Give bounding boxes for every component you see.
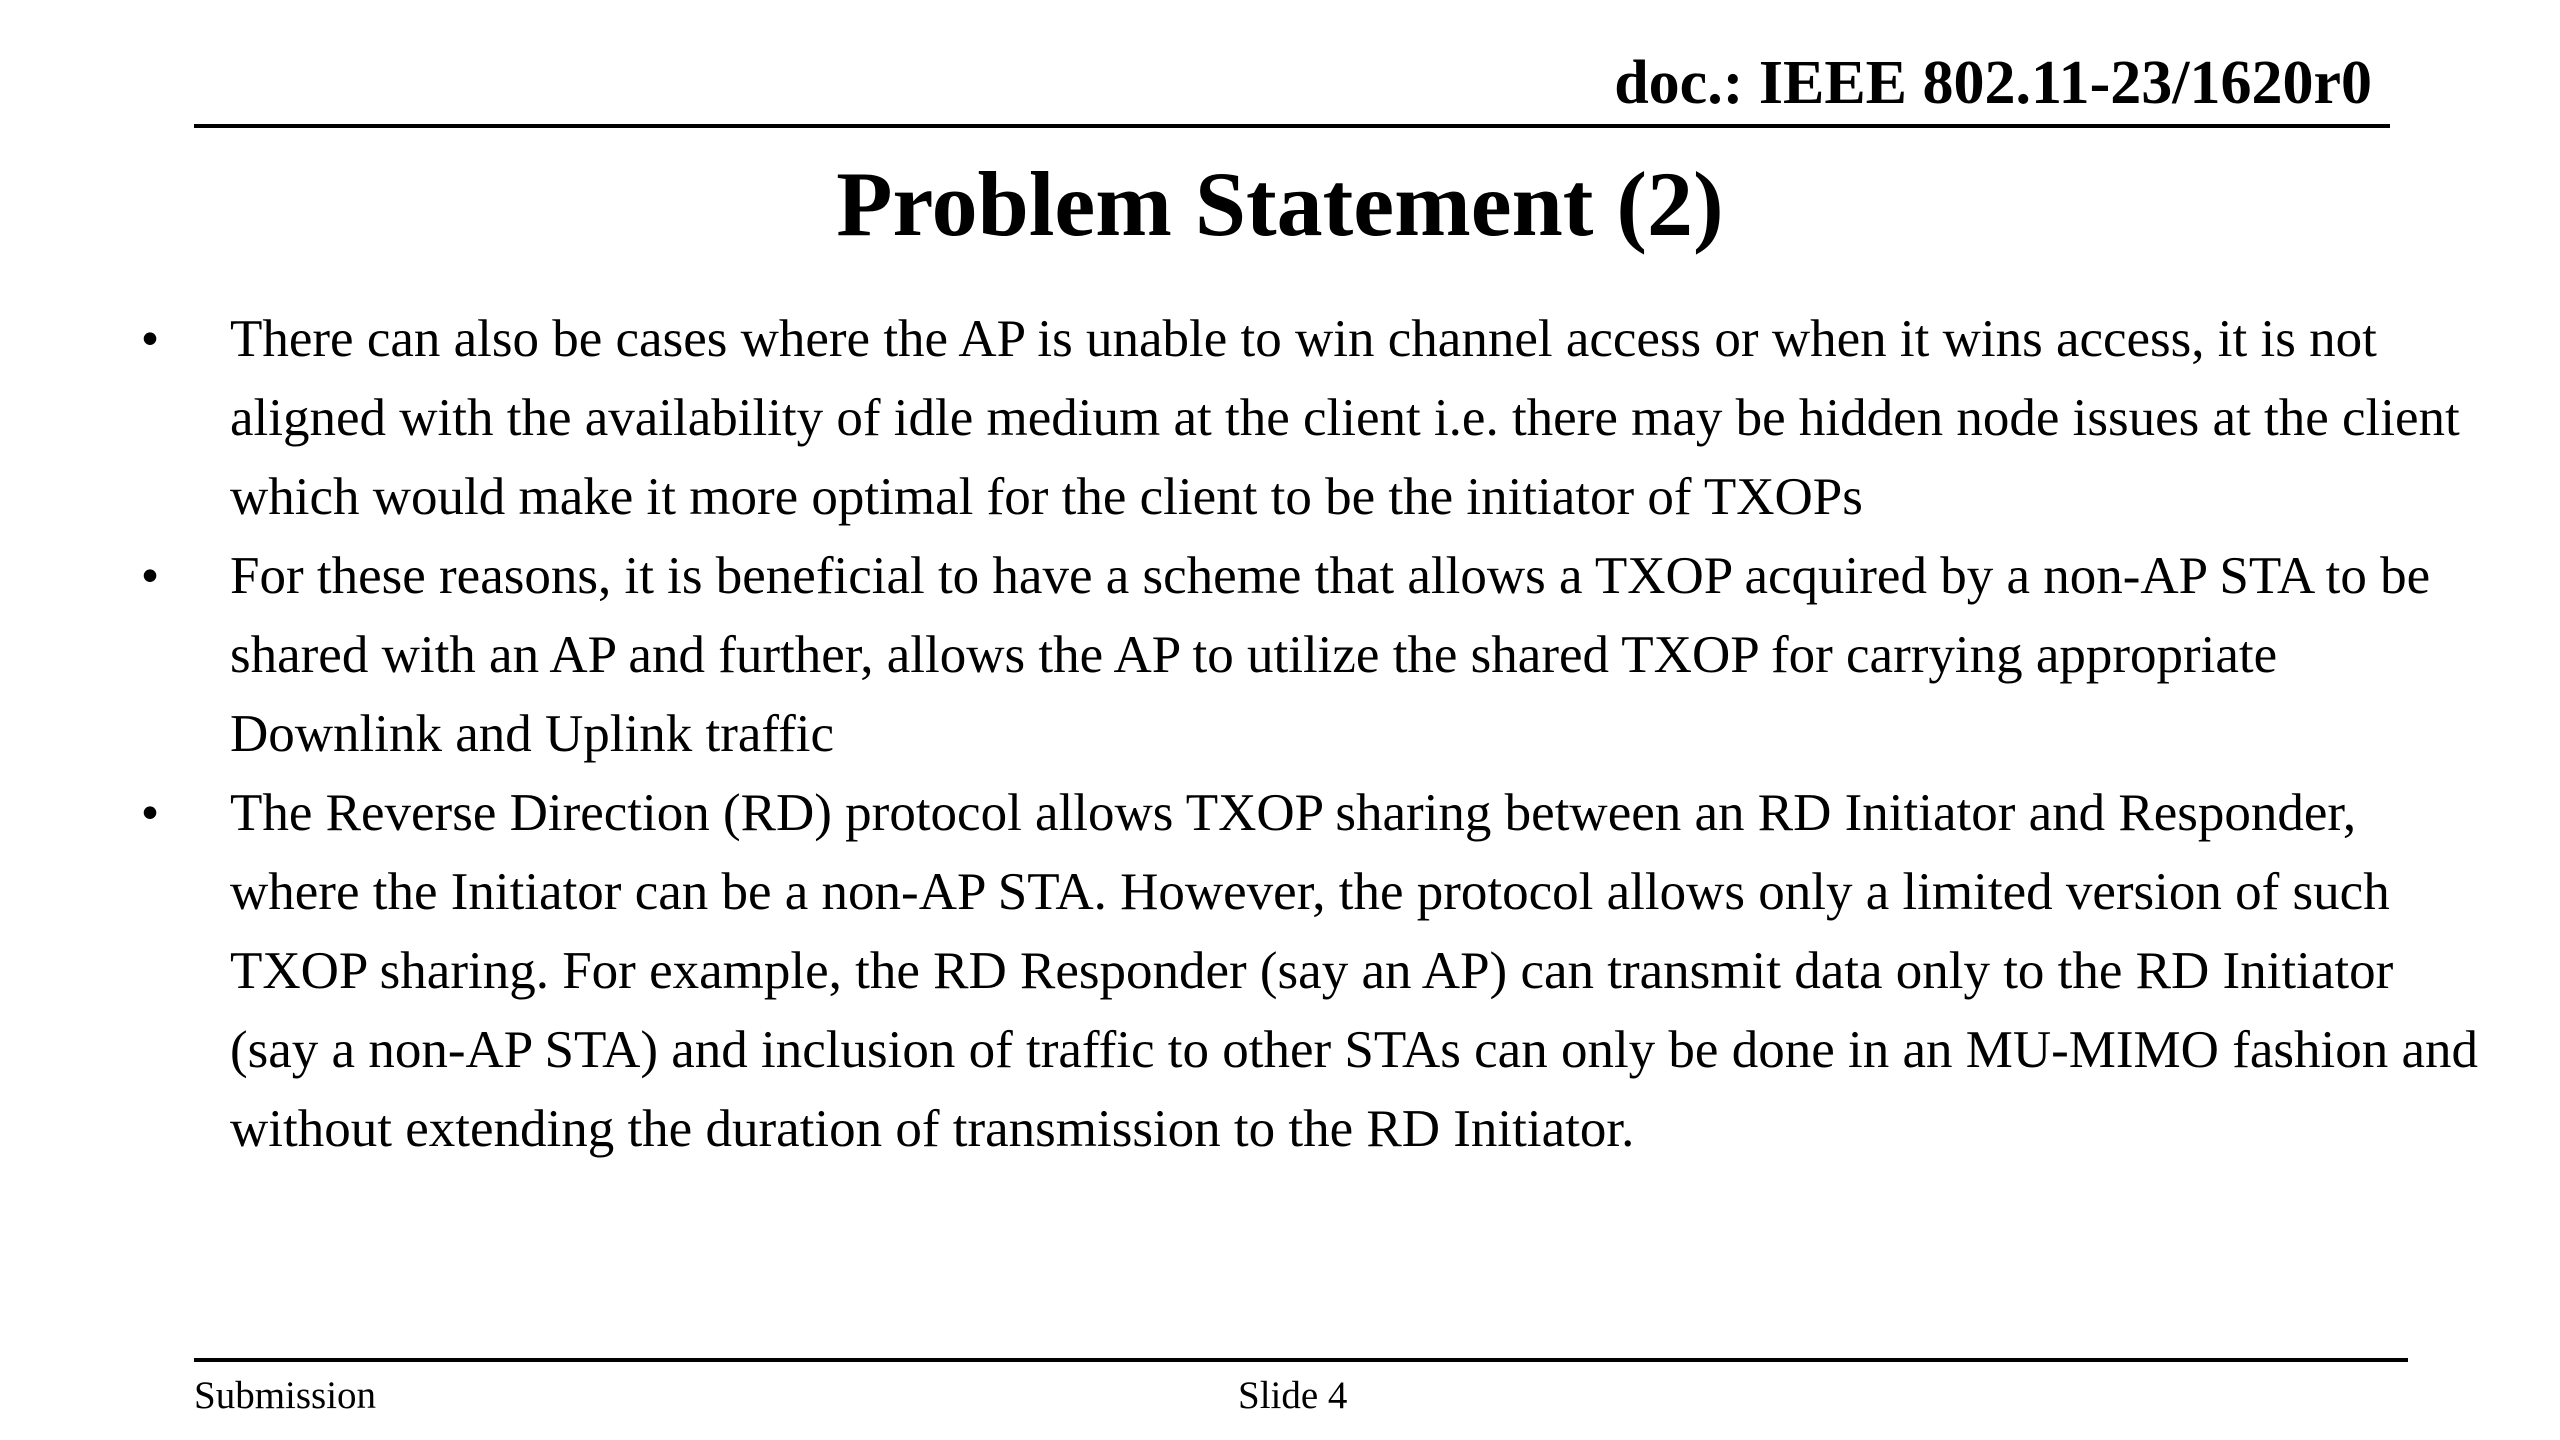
bullet-item [130,537,2490,774]
bullet-text: There can also be cases where the AP is unable to win channel access or when it wins access, it is not aligned with the availability of idle medium at the client i.e. there may be hidden node issues at the client which would make it more optimal for the client to be the initiator of TXOPs [230,310,2460,526]
header-rule [194,124,2390,128]
bullet-list [130,300,2490,1169]
footer-submission: Submission [194,1374,377,1417]
bullet-item [130,774,2490,1169]
bullet-dot: • [140,547,160,605]
bullet-item [130,300,2490,537]
slide-title: Problem Statement (2) [836,153,1724,255]
bullet-text: For these reasons, it is beneficial to have a scheme that allows a TXOP acquired by a non-AP STA to be shared with an AP and further, allows the AP to utilize the shared TXOP for carrying appropriate Downlink and Uplink traffic [230,547,2431,763]
doc-id: doc.: IEEE 802.11-23/1620r0 [1614,49,2372,117]
footer-rule [194,1358,2408,1362]
bullet-text: The Reverse Direction (RD) protocol allows TXOP sharing between an RD Initiator and Responder, where the Initiator can be a non-AP STA. However, the protocol allows only a limited version of such TXOP sharing. For example, the RD Responder (say an AP) can transmit data only to the RD Initiator (say a non-AP STA) and inclusion of traffic to other STAs can only be done in an MU-MIMO fashion and without extending the duration of transmission to the RD Initiator. [230,784,2478,1158]
bullet-dot: • [140,784,160,842]
bullet-dot: • [140,310,160,368]
footer-slide-number: Slide 4 [1238,1374,1348,1417]
